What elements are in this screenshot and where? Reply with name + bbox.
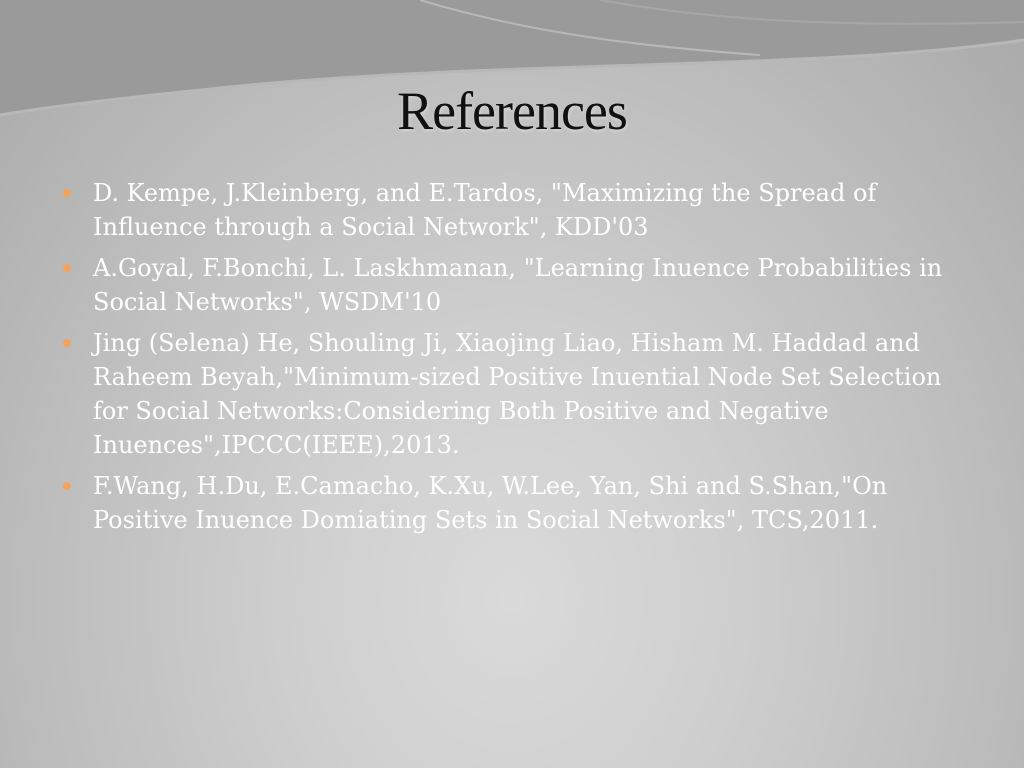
- reference-text: A.Goyal, F.Bonchi, L. Laskhmanan, "Learning Inuence Probabilities in Social Networks", WSDM'10: [93, 254, 943, 316]
- bullet-dot-icon: [63, 264, 71, 272]
- reference-item: [58, 176, 958, 244]
- reference-text: Jing (Selena) He, Shouling Ji, Xiaojing Liao, Hisham M. Haddad and Raheem Beyah,"Minimum-sized Positive Inuential Node Set Selection for Social Networks:Considering Both Positive and Negative Inuences",IPCCC(IEEE),2013.: [93, 329, 942, 459]
- reference-text: F.Wang, H.Du, E.Camacho, K.Xu, W.Lee, Yan, Shi and S.Shan,"On Positive Inuence Domiating Sets in Social Networks", TCS,2011.: [93, 472, 888, 534]
- slide-title: References: [397, 81, 627, 141]
- reference-item: [58, 326, 958, 462]
- bullet-dot-icon: [63, 189, 71, 197]
- reference-item: [58, 469, 958, 537]
- bullet-dot-icon: [63, 482, 71, 490]
- references-list: [58, 176, 958, 544]
- reference-item: [58, 251, 958, 319]
- bullet-dot-icon: [63, 339, 71, 347]
- reference-text: D. Kempe, J.Kleinberg, and E.Tardos, "Maximizing the Spread of Influence through a Social Network", KDD'03: [93, 179, 877, 241]
